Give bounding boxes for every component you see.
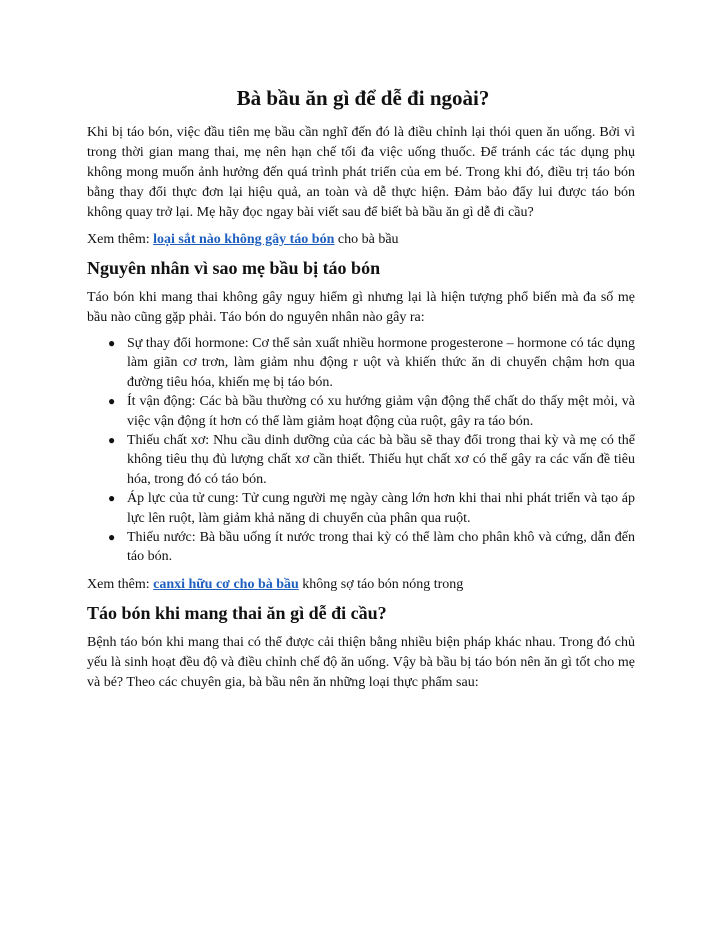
list-item: ● Ít vận động: Các bà bầu thường có xu hướng giảm vận động thể chất do thấy mệt mỏi, và việc vận động ít hơn có thể làm giảm hoạt động của ruột, gây ra táo bón. bbox=[108, 394, 635, 429]
see-also-1 bbox=[87, 230, 635, 250]
section2-heading: Táo bón khi mang thai ăn gì dễ đi cầu? bbox=[87, 602, 387, 623]
see-also-1-link[interactable]: loại sắt nào không gây táo bón bbox=[153, 232, 335, 247]
bullet-icon: ● bbox=[108, 433, 116, 448]
bullet-icon: ● bbox=[108, 491, 116, 506]
see-also-1-suffix: cho bà bầu bbox=[334, 232, 399, 247]
see-also-2-link[interactable]: canxi hữu cơ cho bà bầu bbox=[153, 576, 299, 592]
list-item: ● Áp lực của tử cung: Tử cung người mẹ ngày càng lớn hơn khi thai nhi phát triển và tạo áp lực lên ruột, làm giảm khả năng di chuyển của phân qua ruột. bbox=[108, 491, 635, 526]
causes-list bbox=[87, 334, 635, 567]
see-also-2-suffix: không sợ táo bón nóng trong bbox=[298, 576, 464, 592]
article-body bbox=[87, 84, 635, 693]
see-also-2 bbox=[87, 575, 635, 595]
list-item: ● Thiếu chất xơ: Nhu cầu dinh dưỡng của các bà bầu sẽ thay đổi trong thai kỳ và mẹ có thể không tiêu thụ đủ lượng chất xơ cần thiết. Thiếu hụt chất xơ có thể gây ra các vấn đề tiêu hóa, trong đó có táo bón. bbox=[108, 433, 635, 487]
intro-paragraph: Khi bị táo bón, việc đầu tiên mẹ bầu cần nghĩ đến đó là điều chỉnh lại thói quen ăn uống. Bởi vì trong thời gian mang thai, mẹ nên hạn chế tối đa việc uống thuốc. Để tránh các tác dụng phụ không mong muốn ảnh hưởng đến quá trình phát triển của em bé. Trong khi đó, điều trị táo bón bằng thay đổi thực đơn lại hiệu quả, an toàn và dễ thực hiện. Đảm bảo đẩy lui được táo bón không quay trở lại. Mẹ hãy đọc ngay bài viết sau để biết bà bầu ăn gì dễ đi cầu? bbox=[87, 125, 635, 220]
section1-paragraph: Táo bón khi mang thai không gây nguy hiểm gì nhưng lại là hiện tượng phổ biến mà đa số mẹ bầu nào cũng gặp phải. Táo bón do nguyên nhân nào gây ra: bbox=[87, 290, 635, 325]
bullet-icon: ● bbox=[108, 394, 116, 409]
see-also-2-prefix: Xem thêm: bbox=[87, 576, 154, 592]
list-item: ● Thiếu nước: Bà bầu uống ít nước trong thai kỳ có thể làm cho phân khô và cứng, dẫn đến táo bón. bbox=[108, 530, 635, 565]
section2-paragraph: Bệnh táo bón khi mang thai có thể được cải thiện bằng nhiều biện pháp khác nhau. Trong đó chủ yếu là sinh hoạt đều độ và điều chỉnh chế độ ăn uống. Vậy bà bầu bị táo bón nên ăn gì tốt cho mẹ và bé? Theo các chuyên gia, bà bầu nên ăn những loại thực phẩm sau: bbox=[87, 634, 635, 690]
bullet-icon: ● bbox=[108, 530, 116, 545]
list-item: ● Sự thay đổi hormone: Cơ thể sản xuất nhiều hormone progesterone – hormone có tác dụng làm giãn cơ trơn, làm giảm nhu động r uột và khiến thức ăn di chuyển chậm hơn qua đường tiêu hóa, khiến mẹ bị táo bón. bbox=[108, 336, 635, 390]
article-title: Bà bầu ăn gì để dễ đi ngoài? bbox=[236, 86, 490, 110]
bullet-icon: ● bbox=[108, 336, 116, 350]
section1-heading: Nguyên nhân vì sao mẹ bầu bị táo bón bbox=[87, 258, 381, 278]
see-also-1-prefix: Xem thêm: bbox=[87, 232, 154, 247]
